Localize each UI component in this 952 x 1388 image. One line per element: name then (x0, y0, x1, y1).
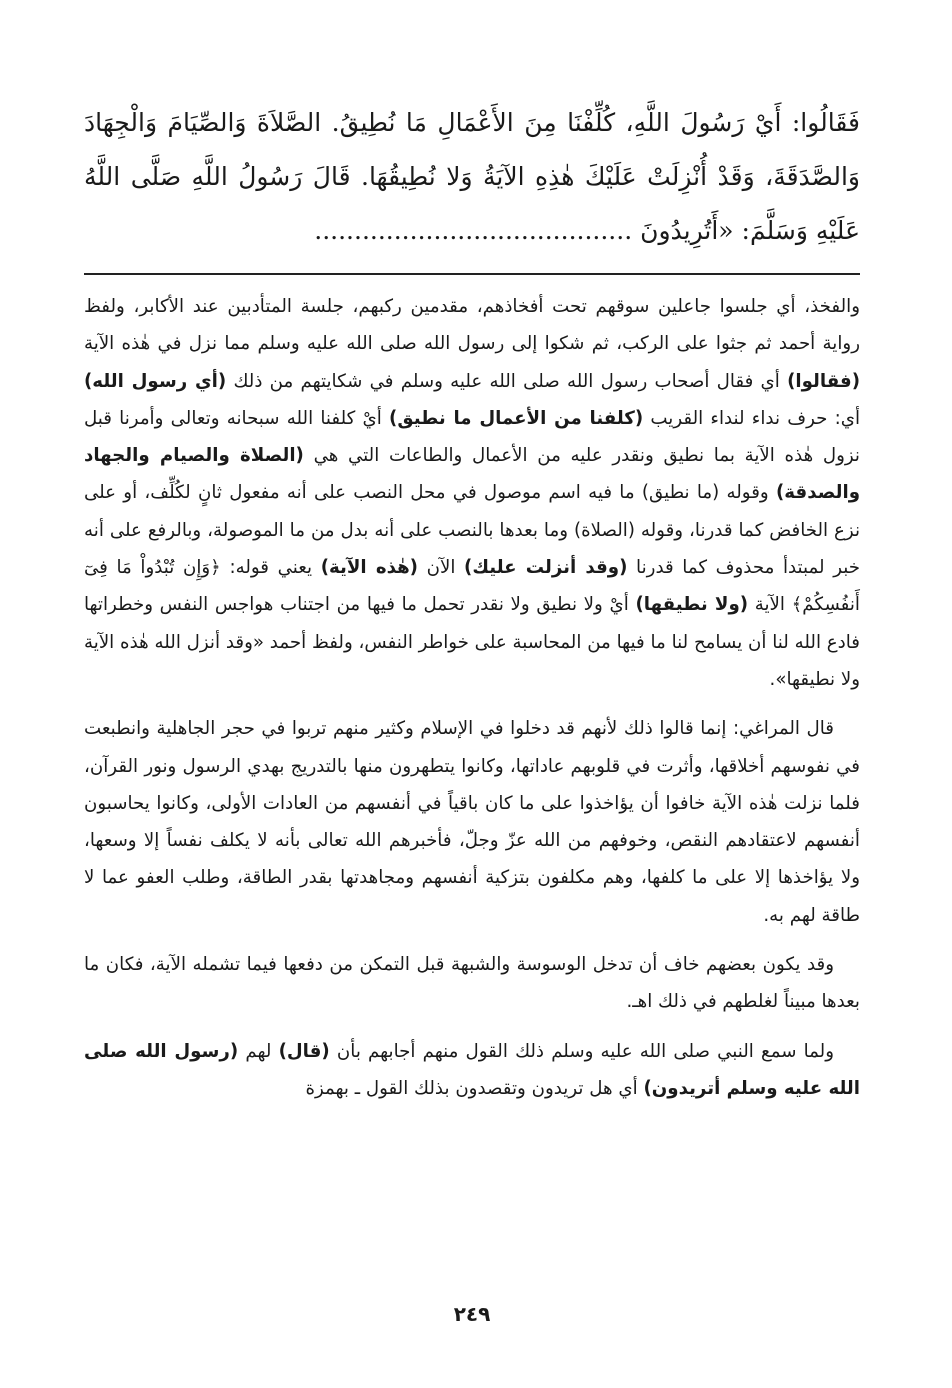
bold-term: (وقد أنزلت عليك) (464, 557, 628, 579)
bold-term: (قال) (278, 1040, 330, 1062)
page (84, 0, 860, 1388)
bold-term: (ولا نطيقها) (635, 594, 749, 616)
bold-term: (كلفنا من الأعمال ما نطيق) (389, 407, 644, 429)
footnote-divider (84, 273, 860, 275)
bold-term: (فقالوا) (787, 370, 861, 392)
hadith-text: فَقَالُوا: أَيْ رَسُولَ اللَّهِ، كُلِّفْنَا مِنَ الأَعْمَالِ مَا نُطِيقُ. الصَّلاَةَ وَالصِّيَامَ وَالْجِهَادَ وَالصَّدَقَةَ، وَقَدْ أُنْزِلَتْ عَلَيْكَ هٰذِهِ الآيَةُ وَلا نُطِيقُهَا. قَالَ رَسُولُ اللَّهِ صَلَّى اللَّهُ عَلَيْهِ وَسَلَّمَ: «أَتُرِيدُونَ (84, 108, 860, 245)
page-number: ٢٤٩ (453, 1302, 491, 1326)
bold-term: (الصلاة والصيام والجهاد والصدقة) (84, 445, 860, 504)
hadith-text-block (84, 96, 860, 258)
bold-term: (رسول الله صلى الله عليه وسلم أتريدون) (84, 1040, 860, 1099)
commentary-paragraph-3: وقد يكون بعضهم خاف أن تدخل الوسوسة والشبهة قبل التمكن من دفعها فيما تشمله الآية، فكان ما بعدها مبيناً لغلطهم في ذلك اهـ. (84, 954, 860, 1013)
commentary-paragraph-4: ولما سمع النبي صلى الله عليه وسلم ذلك القول منهم أجابهم بأن (قال) لهم (رسول الله صلى الله عليه وسلم أتريدون) أي هل تريدون وتقصدون بذلك القول ـ بهمزة (84, 1040, 860, 1099)
commentary-paragraph-1: والفخذ، أي جلسوا جاعلين سوقهم تحت أفخاذهم، مقدمين ركبهم، جلسة المتأدبين عند الأكابر، ولفظ رواية أحمد ثم جثوا على الركب، ثم شكوا إلى رسول الله صلى الله عليه وسلم مما نزل في هٰذه الآية (فقالوا) أي فقال أصحاب رسول الله صلى الله عليه وسلم في شكايتهم من ذلك (أي رسول الله) أي: حرف نداء لنداء القريب (كلفنا من الأعمال ما نطيق) أيْ كلفنا الله سبحانه وتعالى وأمرنا قبل نزول هٰذه الآية بما نطيق ونقدر عليه من الأعمال والطاعات التي هي (الصلاة والصيام والجهاد والصدقة) وقوله (ما نطيق) ما فيه اسم موصول في محل النصب على أنه مفعول ثانٍ لكُلِّف، أو على نزع الخافض كما قدرنا، وقوله (الصلاة) وما بعدها بالنصب على أنه بدل من ما الموصولة، وبالرفع على أنه خبر لمبتدأ محذوف كما قدرنا (وقد أنزلت عليك) الآن (هٰذه الآية) يعني قوله: ﴿وَإِن تُبْدُواْ مَا فِىٓ أَنفُسِكُمْ﴾ الآية (ولا نطيقها) أيْ ولا نطيق ولا نقدر تحمل ما فيها من اجتناب هواجس النفس وخطراتها فادع الله لنا أن يسامح لنا ما فيها من المحاسبة على خواطر النفس، ولفظ أحمد «وقد أنزل الله هٰذه الآية ولا نطيقها». (84, 296, 861, 690)
quran-quote: ﴿وَإِن تُبْدُواْ مَا فِىٓ أَنفُسِكُمْ﴾ (84, 557, 860, 616)
continuation-dots: ........................................ (314, 216, 633, 245)
bold-term: (هٰذه الآية) (320, 557, 418, 579)
bold-term: (أي رسول الله) (84, 370, 227, 392)
commentary-block (84, 288, 860, 1119)
commentary-paragraph-2: قال المراغي: إنما قالوا ذلك لأنهم قد دخلوا في الإسلام وكثير منهم تربوا في حجر الجاهلية وانطبعت في نفوسهم أخلاقها، وأثرت في قلوبهم عاداتها، وكانوا يتطهرون منها بالتدريج بهدي الرسول ونور القرآن، فلما نزلت هٰذه الآية خافوا أن يؤاخذوا على ما كان باقياً في أنفسهم من العادات الأولى، وكانوا يحاسبون أنفسهم لاعتقادهم النقص، وخوفهم من الله عزّ وجلّ، فأخبرهم الله تعالى بأنه لا يكلف نفساً إلا وسعها، ولا يؤاخذها إلا على ما كلفها، وهم مكلفون بتزكية أنفسهم ومجاهدتها بقدر الطاقة، وطلب العفو عما لا طاقة لهم به. (84, 718, 860, 926)
